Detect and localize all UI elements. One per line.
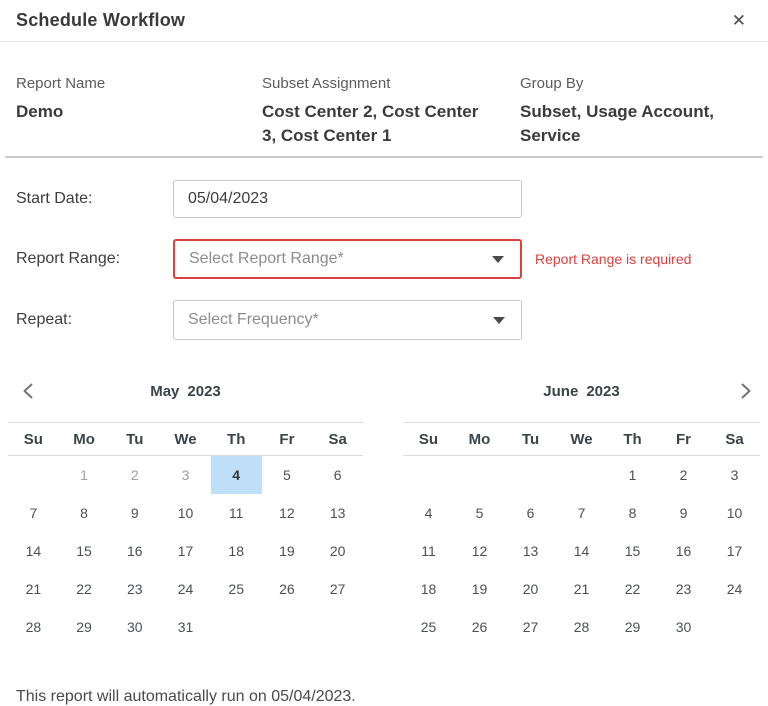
- calendar-month-title: [543, 383, 619, 400]
- calendar-day[interactable]: 15: [76, 543, 92, 559]
- calendar-day-empty: [709, 608, 760, 646]
- calendar-day-empty: [403, 456, 454, 494]
- calendar-day[interactable]: 13: [329, 505, 346, 521]
- calendar-day-empty: [454, 456, 505, 494]
- year-label: 2023: [187, 382, 221, 400]
- schedule-form: [0, 180, 768, 340]
- start-date-input[interactable]: [173, 180, 522, 218]
- calendar-day[interactable]: 16: [126, 543, 143, 559]
- calendar-day[interactable]: 14: [573, 543, 590, 559]
- calendar-day[interactable]: 3: [730, 467, 739, 483]
- weekday-header-row: [403, 422, 760, 456]
- section-divider: [5, 156, 763, 158]
- year-label: 2023: [586, 382, 620, 400]
- calendar-day[interactable]: 11: [228, 505, 244, 521]
- calendar-day[interactable]: 26: [471, 619, 488, 635]
- calendar-day[interactable]: 21: [25, 581, 42, 597]
- weekday-label: We: [174, 430, 197, 448]
- calendar-day[interactable]: 11: [421, 543, 436, 559]
- calendar-day[interactable]: 18: [420, 581, 437, 597]
- weekday-label: Th: [227, 430, 246, 448]
- calendar-day[interactable]: 1: [80, 467, 88, 483]
- report-summary: [0, 42, 768, 148]
- weekday-header-row: [8, 422, 363, 456]
- calendar-day[interactable]: 29: [624, 619, 641, 635]
- calendar-day[interactable]: 28: [573, 619, 590, 635]
- calendar-day[interactable]: 21: [573, 581, 590, 597]
- weekday-label: Sa: [725, 430, 744, 448]
- calendar-day[interactable]: 7: [29, 505, 38, 521]
- calendar-day[interactable]: 30: [126, 619, 143, 635]
- calendar-day[interactable]: 6: [333, 467, 342, 483]
- weekday-label: Su: [418, 430, 439, 448]
- repeat-placeholder: Select Frequency*: [188, 311, 319, 328]
- calendar-june: [403, 376, 760, 646]
- calendar-day[interactable]: 2: [679, 467, 688, 483]
- calendar-day[interactable]: 30: [675, 619, 692, 635]
- calendar-day[interactable]: 9: [130, 505, 139, 521]
- calendar-day[interactable]: 23: [126, 581, 143, 597]
- calendar-day[interactable]: 12: [279, 505, 295, 521]
- start-date-row: [16, 180, 752, 218]
- calendar-may-header: [8, 376, 363, 406]
- calendar-day[interactable]: 16: [675, 543, 692, 559]
- calendar-day[interactable]: 5: [283, 467, 291, 483]
- weekday-label: Th: [623, 430, 642, 448]
- calendar-day[interactable]: 24: [177, 581, 194, 597]
- calendar-day[interactable]: 8: [628, 505, 637, 521]
- calendar-day[interactable]: 29: [76, 619, 92, 635]
- calendar-day[interactable]: 10: [726, 505, 743, 521]
- calendar-day-empty: [505, 456, 556, 494]
- calendar-day-empty: [312, 608, 363, 646]
- weekday-label: Mo: [73, 430, 95, 448]
- report-range-row: [16, 239, 752, 279]
- calendar-day[interactable]: 20: [522, 581, 539, 597]
- weekday-label: Tu: [126, 430, 144, 448]
- calendar-day[interactable]: 27: [522, 619, 539, 635]
- calendar-day[interactable]: 20: [329, 543, 346, 559]
- group-by-label: Group By: [520, 75, 584, 92]
- calendar-day-empty: [556, 456, 607, 494]
- calendar-day[interactable]: 25: [228, 581, 244, 597]
- report-range-error: Report Range is required: [535, 251, 692, 267]
- calendar-day[interactable]: 14: [25, 543, 42, 559]
- calendar-day[interactable]: 7: [577, 505, 586, 521]
- weekday-label: We: [570, 430, 593, 448]
- repeat-row: [16, 300, 752, 340]
- auto-run-note: This report will automatically run on 05/04/2023.: [16, 688, 356, 705]
- calendar-day-empty: [262, 608, 313, 646]
- calendar-day[interactable]: 6: [526, 505, 535, 521]
- report-name-column: [16, 76, 262, 148]
- weekday-label: Su: [23, 430, 43, 448]
- calendar-day[interactable]: 28: [25, 619, 42, 635]
- calendar-day[interactable]: 8: [80, 505, 88, 521]
- calendar-day[interactable]: 23: [675, 581, 692, 597]
- weekday-label: Mo: [468, 430, 491, 448]
- group-by-column: [520, 76, 752, 148]
- calendar-june-header: [403, 376, 760, 406]
- chevron-left-icon: [20, 382, 38, 400]
- subset-assignment-value: Cost Center 2, Cost Center 3, Cost Center 1: [262, 102, 479, 145]
- report-name-label: Report Name: [16, 75, 106, 92]
- weekday-label: Tu: [521, 430, 540, 448]
- dialog-header: [0, 0, 768, 42]
- calendar-day[interactable]: 27: [329, 581, 346, 597]
- chevron-down-icon: [492, 256, 504, 263]
- calendar-day[interactable]: 17: [177, 543, 194, 559]
- calendar-day[interactable]: 13: [522, 543, 539, 559]
- calendar-day[interactable]: 19: [471, 581, 488, 597]
- calendar-day[interactable]: 4: [211, 456, 262, 494]
- calendar-day-grid: [403, 456, 760, 646]
- calendar-day[interactable]: 18: [228, 543, 244, 559]
- weekday-label: Fr: [279, 430, 295, 448]
- calendar-day[interactable]: 4: [424, 505, 433, 521]
- calendar-day[interactable]: 22: [624, 581, 641, 597]
- calendar-day[interactable]: 17: [726, 543, 743, 559]
- calendar-day[interactable]: 2: [130, 467, 139, 483]
- next-month-button[interactable]: [732, 378, 758, 404]
- subset-assignment-column: [262, 76, 520, 148]
- calendar-may: [8, 376, 363, 646]
- subset-assignment-label: Subset Assignment: [262, 75, 391, 92]
- group-by-value: Subset, Usage Account, Service: [520, 102, 714, 145]
- weekday-label: Fr: [676, 430, 691, 448]
- chevron-right-icon: [736, 382, 754, 400]
- close-icon: ✕: [731, 11, 746, 30]
- repeat-select[interactable]: [173, 300, 522, 340]
- chevron-down-icon: [493, 317, 505, 324]
- calendar-day[interactable]: 19: [279, 543, 295, 559]
- previous-month-button[interactable]: [16, 378, 42, 404]
- calendar-day[interactable]: 3: [181, 467, 190, 483]
- calendar-day-grid: [8, 456, 363, 646]
- close-button[interactable]: [728, 10, 750, 31]
- repeat-label: Repeat:: [16, 311, 73, 328]
- calendar-day[interactable]: 26: [279, 581, 295, 597]
- calendar-day-empty: [8, 456, 59, 494]
- calendar-day[interactable]: 12: [471, 543, 488, 559]
- dialog-title: Schedule Workflow: [16, 10, 186, 30]
- calendar-day[interactable]: 10: [177, 505, 194, 521]
- calendar-day[interactable]: 25: [420, 619, 437, 635]
- start-date-label: Start Date:: [16, 190, 93, 207]
- calendar-day[interactable]: 24: [726, 581, 743, 597]
- report-range-select[interactable]: [173, 239, 522, 279]
- month-name: June: [543, 382, 579, 400]
- calendar-month-title: [150, 383, 221, 400]
- calendar-day[interactable]: 22: [76, 581, 92, 597]
- calendar-day[interactable]: 15: [624, 543, 641, 559]
- month-name: May: [150, 382, 180, 400]
- calendar-day-empty: [211, 608, 262, 646]
- calendar-day[interactable]: 31: [177, 619, 194, 635]
- calendar-day[interactable]: 1: [628, 467, 637, 483]
- calendar-day[interactable]: 5: [475, 505, 484, 521]
- weekday-label: Sa: [328, 430, 347, 448]
- report-name-value: Demo: [16, 102, 64, 121]
- report-range-label: Report Range:: [16, 250, 121, 267]
- report-range-placeholder: Select Report Range*: [189, 250, 344, 267]
- calendar-day[interactable]: 9: [679, 505, 688, 521]
- date-range-calendars: [0, 376, 768, 646]
